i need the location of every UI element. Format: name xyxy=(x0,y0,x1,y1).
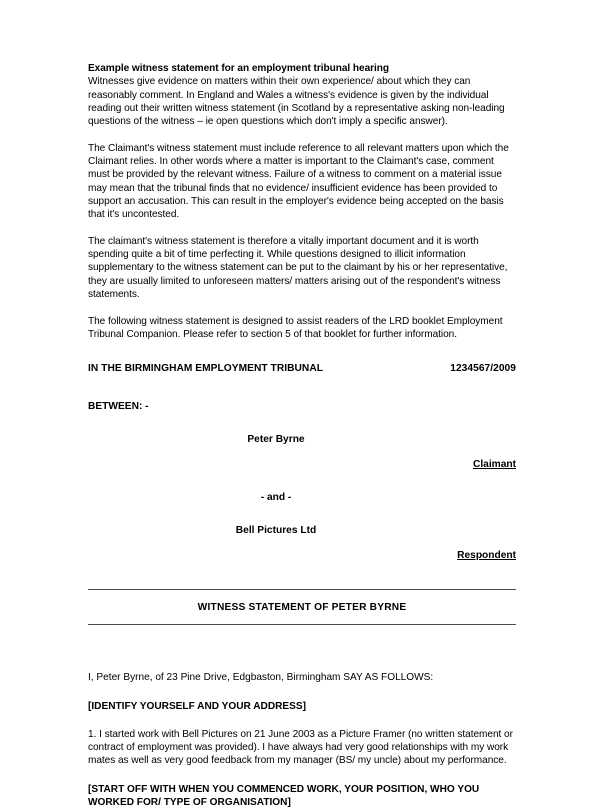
intro-heading: Example witness statement for an employment tribunal hearing xyxy=(88,63,390,74)
court-heading-row xyxy=(88,363,516,374)
statement-title: WITNESS STATEMENT OF PETER BYRNE xyxy=(197,602,407,614)
tribunal-name: IN THE BIRMINGHAM EMPLOYMENT TRIBUNAL xyxy=(88,363,324,375)
paragraph-spacer xyxy=(88,222,516,235)
respondent-block xyxy=(88,525,516,561)
respondent-role-label: Respondent xyxy=(457,550,516,562)
paragraph-spacer xyxy=(88,128,516,141)
declaration-line: I, Peter Byrne, of 23 Pine Drive, Edgbaston, Birmingham SAY AS FOLLOWS: xyxy=(88,672,434,684)
claimant-block xyxy=(88,434,516,470)
party-separator: - and - xyxy=(260,492,292,504)
claimant-name: Peter Byrne xyxy=(247,434,305,446)
instruction-note-start-off: [START OFF WITH WHEN YOU COMMENCED WORK, YOUR POSITION, WHO YOU WORKED FOR/ TYPE OF ORGANISATION] xyxy=(88,783,480,809)
paragraph-spacer xyxy=(88,301,516,314)
respondent-name: Bell Pictures Ltd xyxy=(235,525,317,537)
intro-paragraph-1: Witnesses give evidence on matters within their own experience/ about which they can reasonably comment. In England and Wales a witness's evidence is given by the individual reading out their written witness statement (in Scotland by a representative asking non-leading questions of the witness – ie open questions which don't imply a specific answer). xyxy=(88,76,505,128)
statement-item-1: 1. I started work with Bell Pictures on 21 June 2003 as a Picture Framer (no written statement or contract of employment was provided). I have always had very good relationships with my work mates as well as very good feedback from my manager (BS/ my uncle) about my performance. xyxy=(88,728,513,767)
intro-paragraph-3: The claimant's witness statement is therefore a vitally important document and it is worth spending quite a bit of time perfecting it. While questions designed to illicit information supplementary to the witness statement can be put to the claimant by his or her representative, they are usually limited to unforeseen matters/ matters arising out of the respondent's witness statements. xyxy=(88,235,508,301)
between-label: BETWEEN: - xyxy=(88,401,149,413)
title-rule-bottom xyxy=(88,624,516,625)
instruction-note-identify: [IDENTIFY YOURSELF AND YOUR ADDRESS] xyxy=(88,700,306,712)
case-number: 1234567/2009 xyxy=(450,363,516,375)
document-body xyxy=(88,62,516,809)
claimant-role-label: Claimant xyxy=(472,459,516,471)
intro-paragraph-4: The following witness statement is designed to assist readers of the LRD booklet Employment Tribunal Companion. Please refer to section 5 of that booklet for further information. xyxy=(88,315,503,340)
intro-paragraph-2: The Claimant's witness statement must include reference to all relevant matters upon which the Claimant relies. In other words where a matter is important to the Claimant's case, comment must be provided by the relevant witness. Failure of a witness to comment on a material issue may mean that the tribunal finds that no evidence/ insufficient evidence has been provided to support an accusation. This can result in the employer's evidence being accepted on the basis that it's uncontested. xyxy=(88,142,509,221)
